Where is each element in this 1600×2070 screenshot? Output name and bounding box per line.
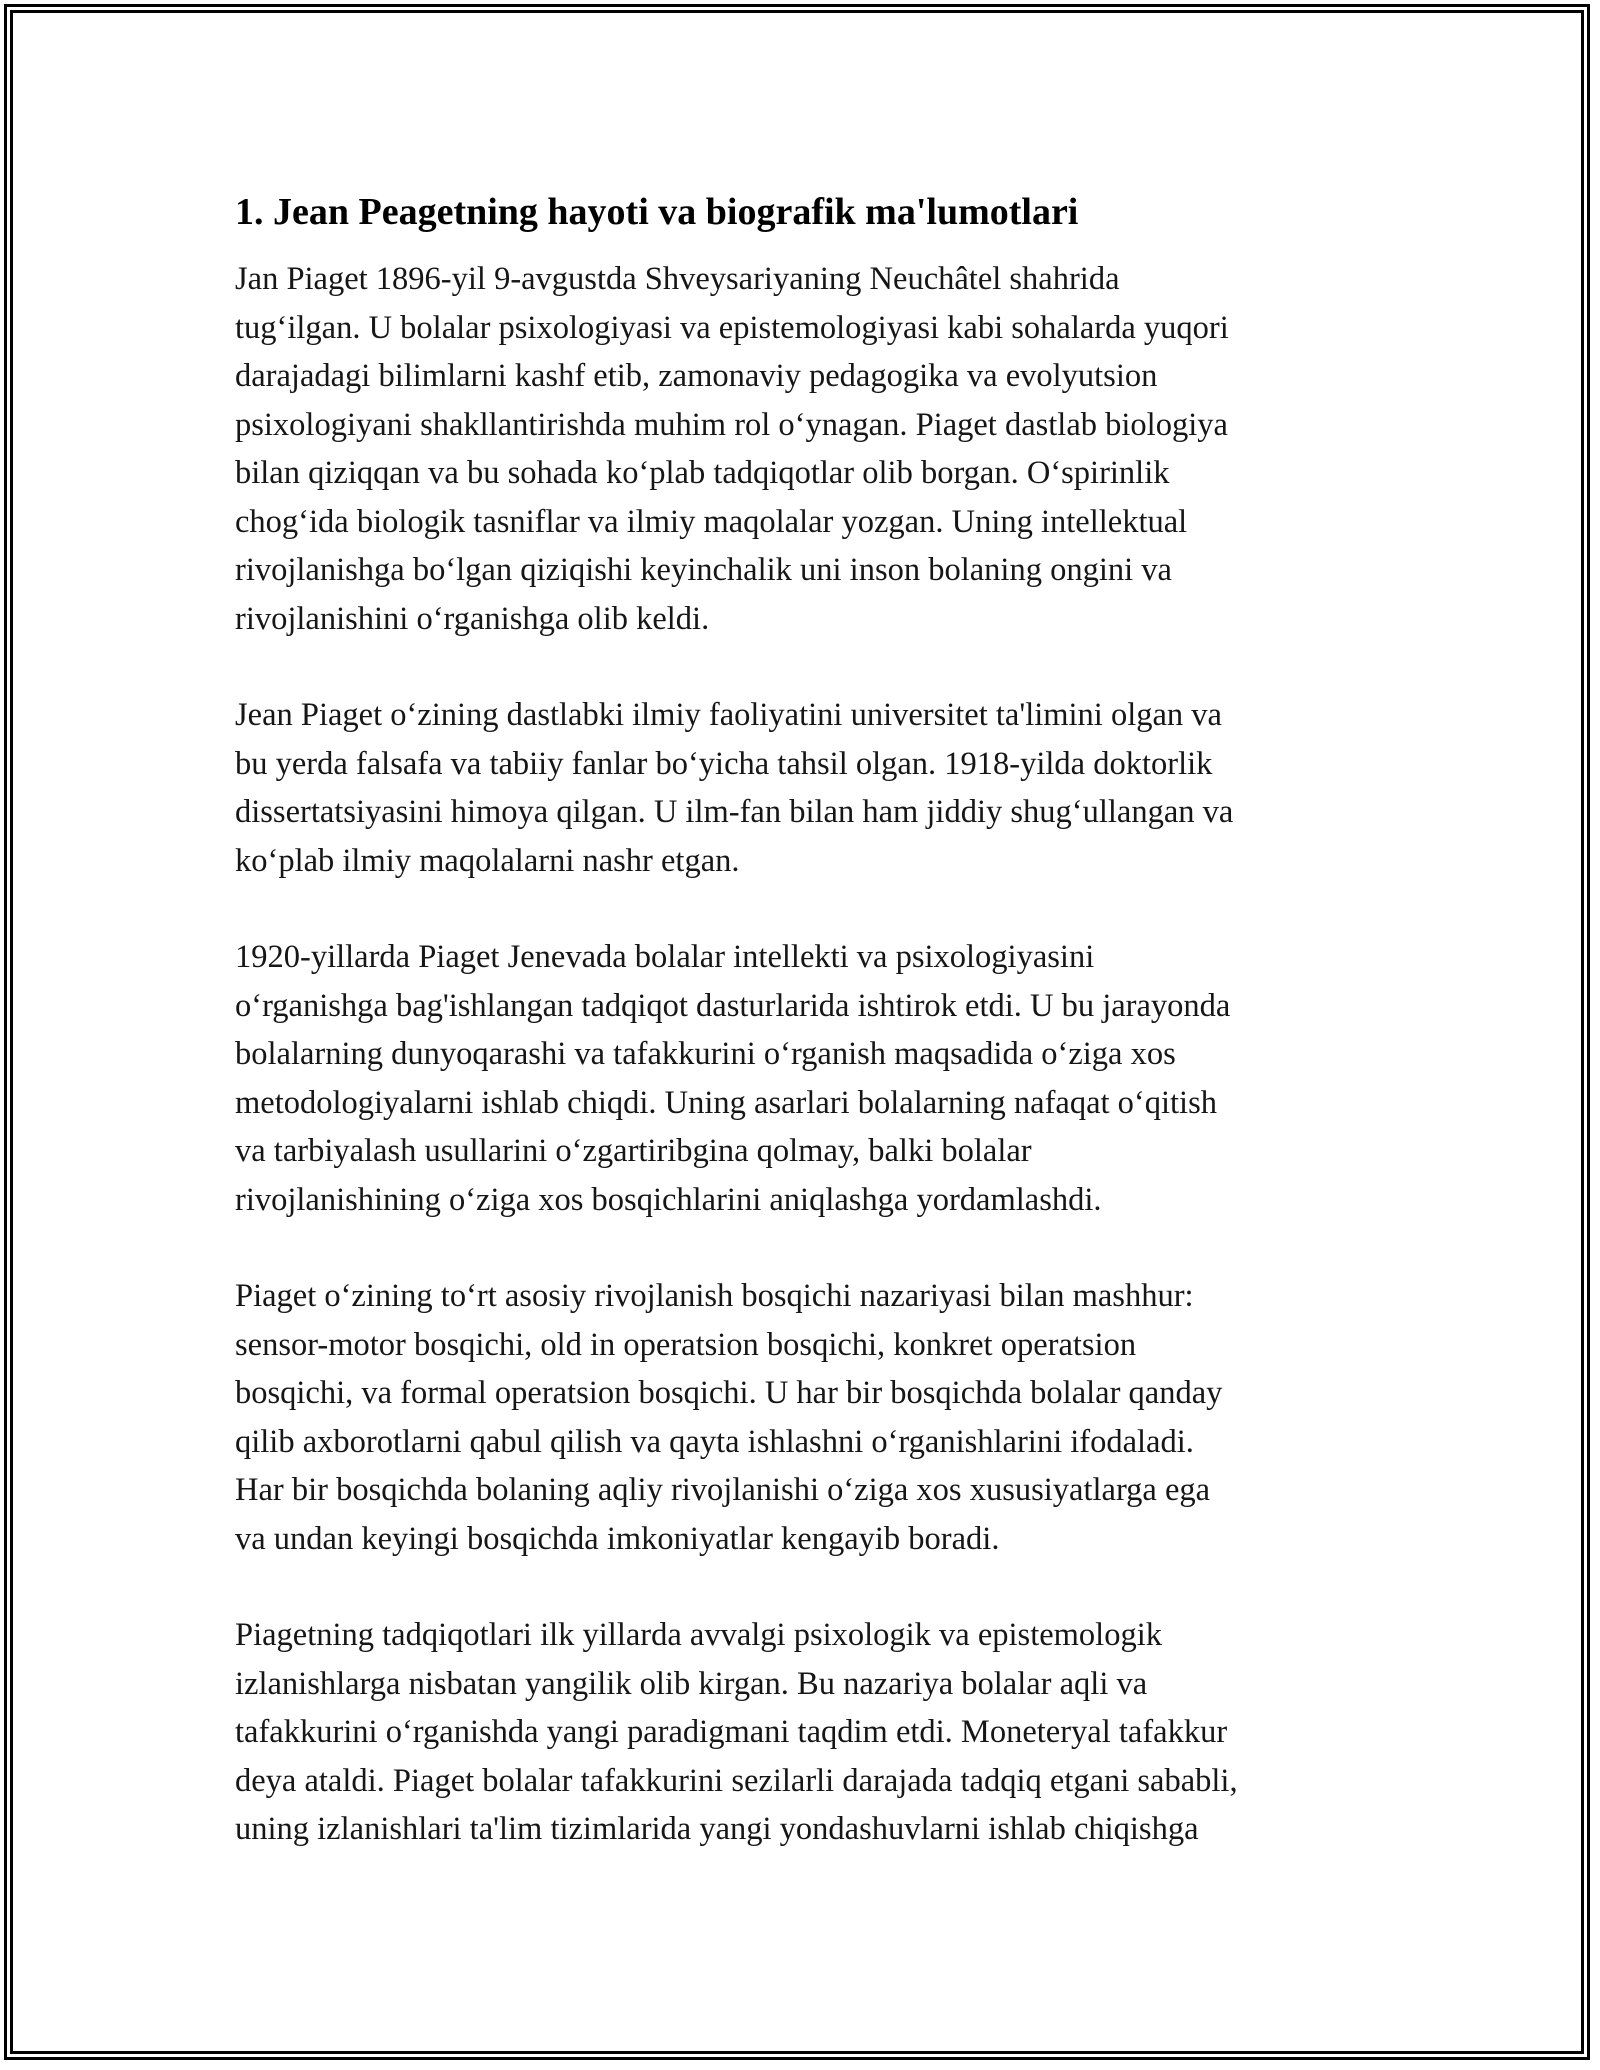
section-heading: 1. Jean Peagetning hayoti va biografik ma'lumotlari <box>235 191 1079 233</box>
text-line: Har bir bosqichda bolaning aqliy rivojlanishi o‘ziga xos xususiyatlarga ega <box>235 1472 1211 1508</box>
document-body <box>235 186 1385 1902</box>
text-line: izlanishlarga nisbatan yangilik olib kirgan. Bu nazariya bolalar aqli va <box>235 1665 1148 1702</box>
text-line: va undan keyingi bosqichda imkoniyatlar kengayib boradi. <box>235 1520 1000 1557</box>
text-line: rivojlanishga bo‘lgan qiziqishi keyinchalik uni inson bolaning ongini va <box>235 552 1172 588</box>
text-line: bu yerda falsafa va tabiiy fanlar bo‘yicha tahsil olgan. 1918-yilda doktorlik <box>235 745 1213 782</box>
text-line: Piaget o‘zining to‘rt asosiy rivojlanish bosqichi nazariyasi bilan mashhur: <box>235 1278 1194 1314</box>
text-line: bilan qiziqqan va bu sohada ko‘plab tadqiqotlar olib borgan. O‘spirinlik <box>235 455 1170 491</box>
text-line: psixologiyani shakllantirishda muhim rol o‘ynagan. Piaget dastlab biologiya <box>235 406 1228 443</box>
text-line: ko‘plab ilmiy maqolalarni nashr etgan. <box>235 842 740 879</box>
text-line: sensor-motor bosqichi, old in operatsion bosqichi, konkret operatsion <box>235 1326 1137 1363</box>
paragraph-geneva-research <box>235 933 1385 1224</box>
text-line: 1920-yillarda Piaget Jenevada bolalar intellekti va psixologiyasini <box>235 939 1095 975</box>
text-line: Piagetning tadqiqotlari ilk yillarda avvalgi psixologik va epistemologik <box>235 1617 1162 1653</box>
text-line: rivojlanishining o‘ziga xos bosqichlarini aniqlashga yordamlashdi. <box>235 1181 1102 1218</box>
text-line: deya ataldi. Piaget bolalar tafakkurini sezilarli darajada tadqiq etgani sababli, <box>235 1762 1238 1799</box>
paragraph-education <box>235 691 1385 885</box>
text-line: o‘rganishga bag'ishlangan tadqiqot dasturlarida ishtirok etdi. U bu jarayonda <box>235 987 1231 1024</box>
text-line: chog‘ida biologik tasniflar va ilmiy maqolalar yozgan. Uning intellektual <box>235 503 1188 540</box>
text-line: bosqichi, va formal operatsion bosqichi. U har bir bosqichda bolalar qanday <box>235 1375 1223 1411</box>
paragraph-research-impact <box>235 1611 1385 1854</box>
text-line: tafakkurini o‘rganishda yangi paradigmani taqdim etdi. Moneteryal tafakkur <box>235 1714 1228 1750</box>
text-line: dissertatsiyasini himoya qilgan. U ilm-fan bilan ham jiddiy shug‘ullangan va <box>235 794 1234 830</box>
text-line: bolalarning dunyoqarashi va tafakkurini o‘rganish maqsadida o‘ziga xos <box>235 1036 1176 1072</box>
text-line: metodologiyalarni ishlab chiqdi. Uning asarlari bolalarning nafaqat o‘qitish <box>235 1084 1217 1121</box>
text-line: darajadagi bilimlarni kashf etib, zamonaviy pedagogika va evolyutsion <box>235 358 1158 394</box>
text-line: tug‘ilgan. U bolalar psixologiyasi va epistemologiyasi kabi sohalarda yuqori <box>235 309 1229 346</box>
text-line: Jean Piaget o‘zining dastlabki ilmiy faoliyatini universitet ta'limini olgan va <box>235 697 1222 733</box>
text-line: rivojlanishini o‘rganishga olib keldi. <box>235 600 710 637</box>
text-line: va tarbiyalash usullarini o‘zgartiribgina qolmay, balki bolalar <box>235 1133 1032 1169</box>
text-line: uning izlanishlari ta'lim tizimlarida yangi yondashuvlarni ishlab chiqishga <box>235 1811 1199 1847</box>
paragraph-biography <box>235 255 1385 643</box>
paragraph-stages-theory <box>235 1272 1385 1563</box>
text-line: qilib axborotlarni qabul qilish va qayta ishlashni o‘rganishlarini ifodaladi. <box>235 1423 1194 1460</box>
text-line: Jan Piaget 1896-yil 9-avgustda Shveysariyaning Neuchâtel shahrida <box>235 261 1120 297</box>
